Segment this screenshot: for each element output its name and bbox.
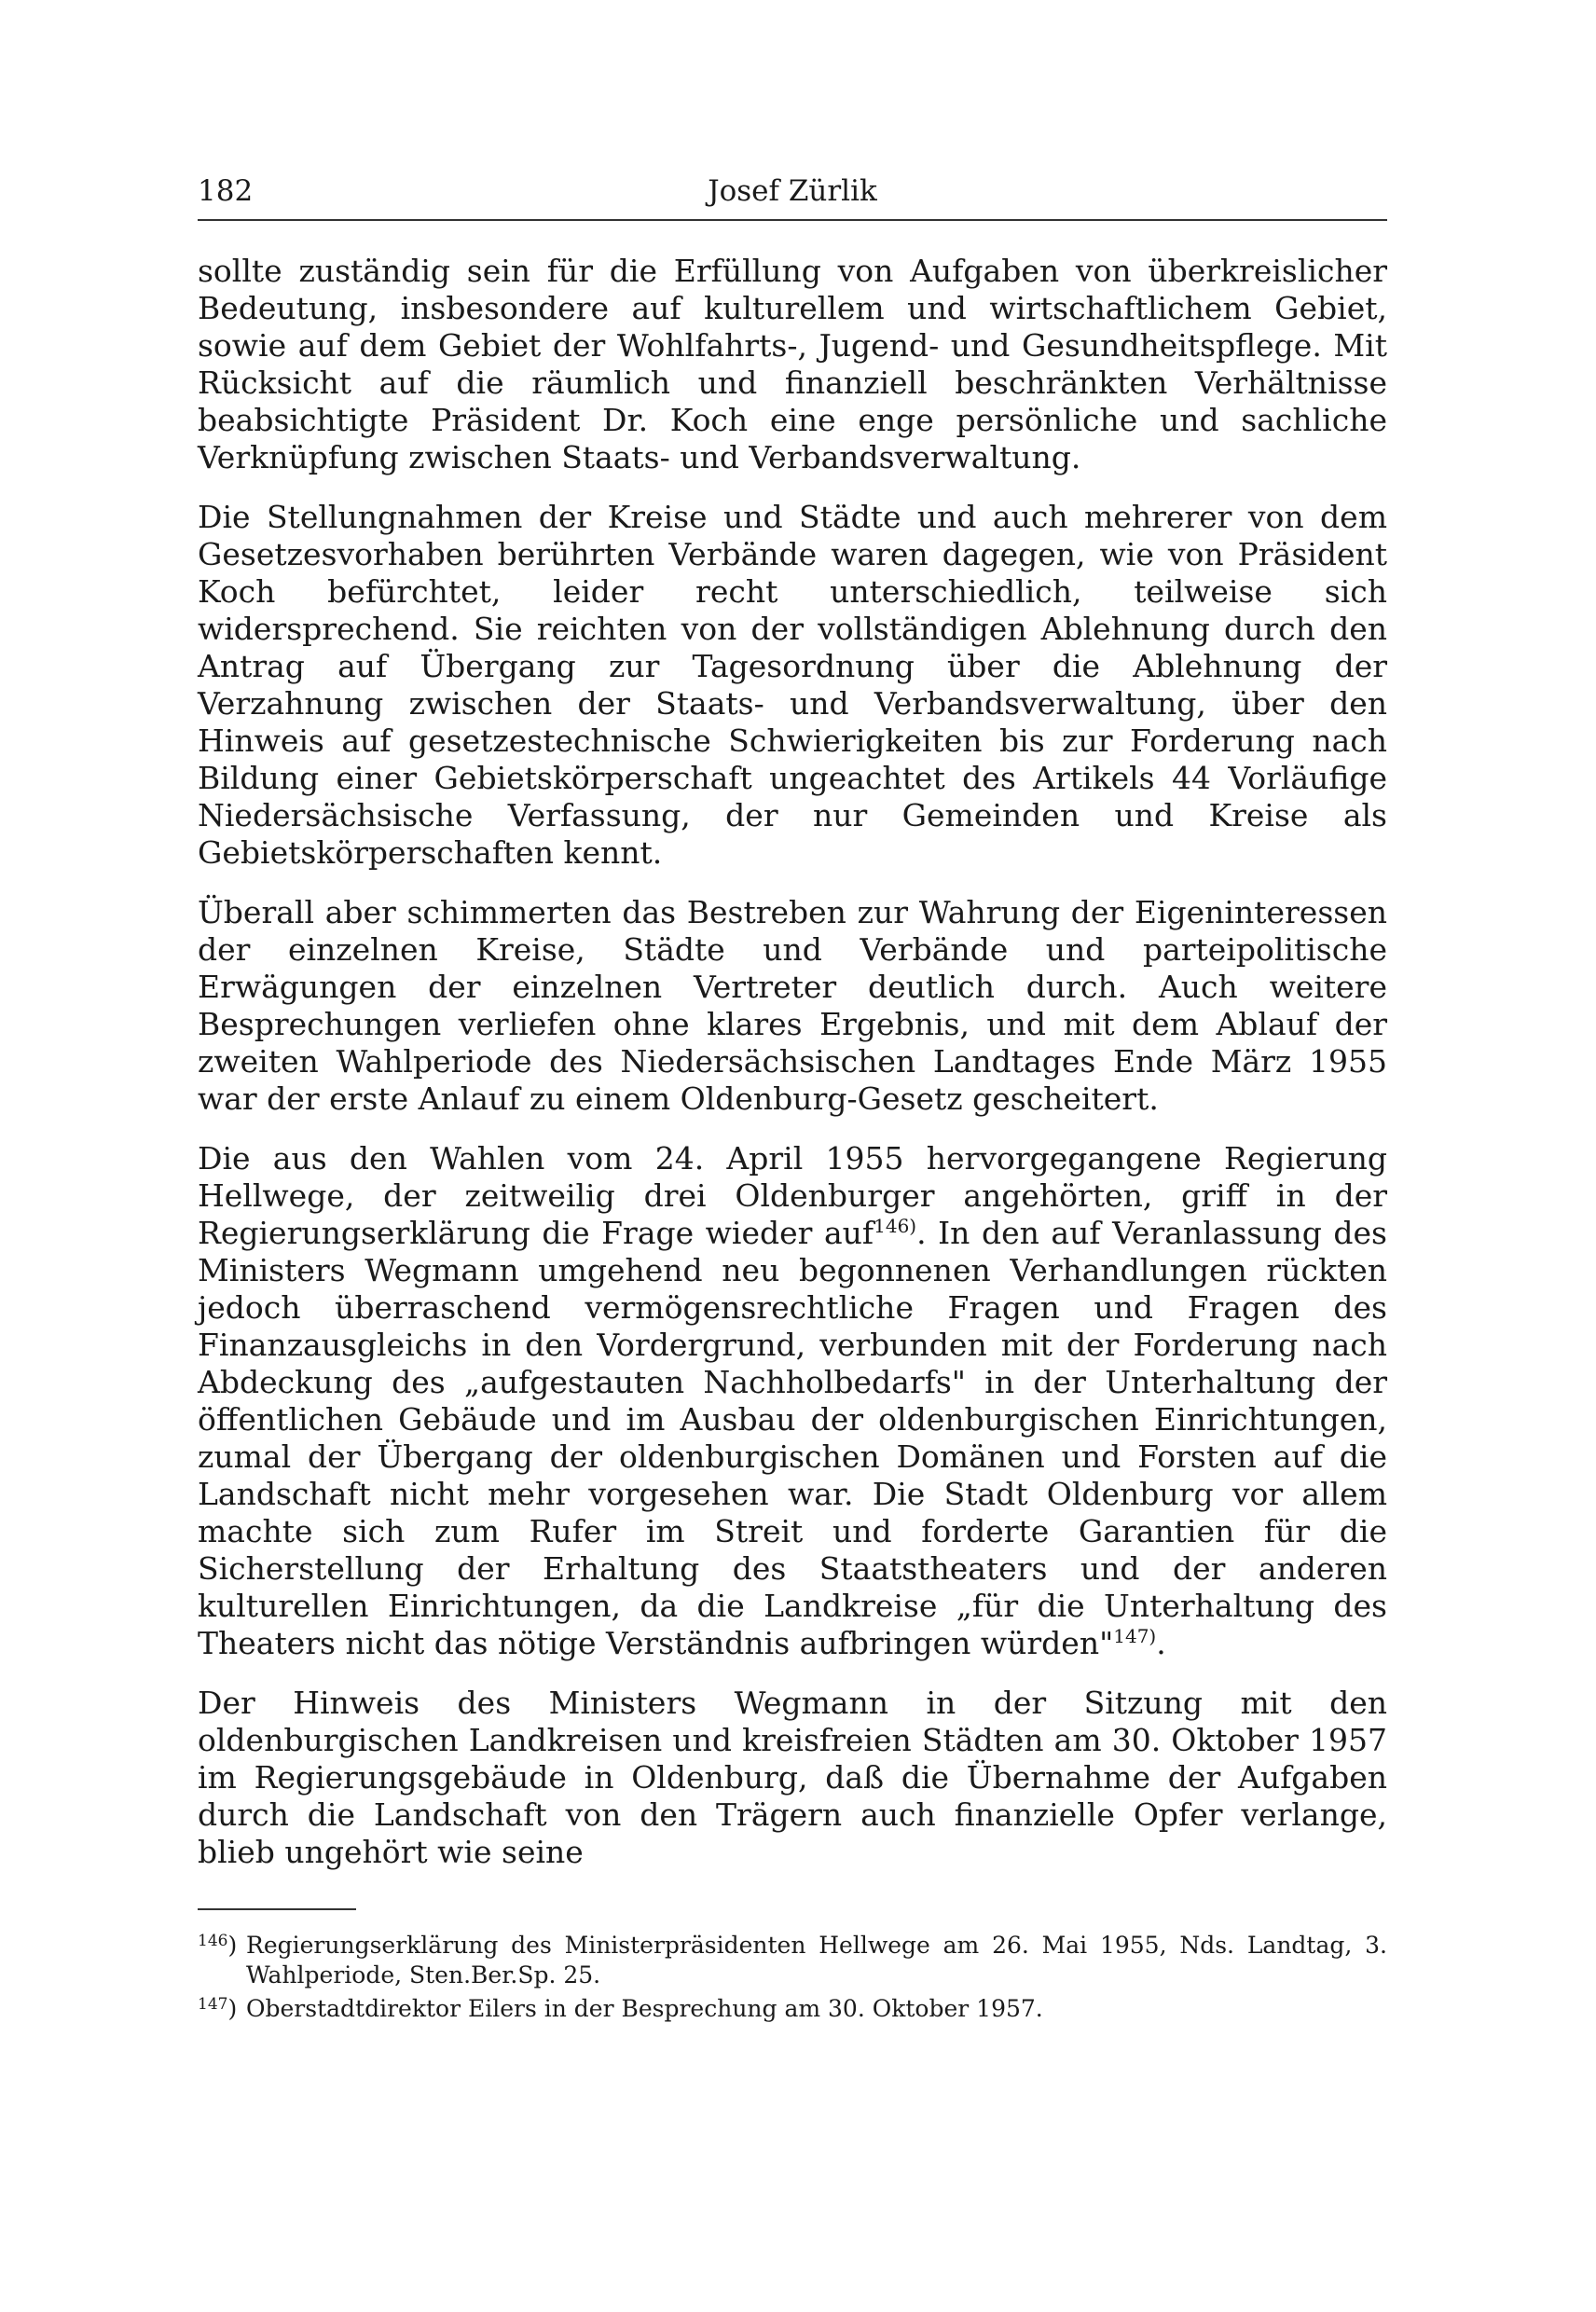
paragraph: sollte zuständig sein für die Erfüllung von Aufgaben von überkreislicher Bedeutung, insbesondere auf kulturellem und wirtschaftlichem Gebiet, sowie auf dem Gebiet der Wohlfahrts-, Jugend- und Gesundheitspflege. Mit Rücksicht auf die räumlich und finanziell beschränkten Verhältnisse beabsichtigte Präsident Dr. Koch eine enge persönliche und sachliche Verknüpfung zwischen Staats- und Verbandsverwaltung. <box>198 253 1387 475</box>
footnote-rule <box>198 1908 356 1910</box>
paragraph: Überall aber schimmerten das Bestreben zur Wahrung der Eigeninteressen der einzelnen Kreise, Städte und Verbände und parteipolitische Erwägungen der einzelnen Vertreter deutlich durch. Auch weitere Besprechungen verliefen ohne klares Ergebnis, und mit dem Ablauf der zweiten Wahlperiode des Niedersächsischen Landtages Ende März 1955 war der erste Anlauf zu einem Oldenburg-Gesetz gescheitert. <box>198 894 1387 1117</box>
paragraph-text: . In den auf Veranlassung des Ministers Wegmann umgehend neu begonnenen Verhandlungen rückten jedoch überraschend vermögensrechtliche Fragen und Fragen des Finanzausgleichs in den Vordergrund, verbunden mit der Forderung nach Abdeckung des „aufgestauten Nachholbedarfs" in der Unterhaltung der öffentlichen Gebäude und im Ausbau der oldenburgischen Einrichtungen, zumal der Übergang der oldenburgischen Domänen und Forsten auf die Landschaft nicht mehr vorgesehen war. Die Stadt Oldenburg vor allem machte sich zum Rufer im Streit und forderte Garantien für die Sicherstellung der Erhaltung des Staatstheaters und der anderen kulturellen Einrichtungen, da die Landkreise „für die Unterhaltung des Theaters nicht das nötige Verständnis aufbringen würden" <box>198 1215 1387 1661</box>
paragraph-text: . <box>1156 1625 1166 1661</box>
paragraph <box>198 1140 1387 1662</box>
page-number: 182 <box>198 174 254 208</box>
body-text <box>198 253 1387 1871</box>
footnote-reference: 147) <box>1113 1625 1157 1647</box>
header-rule <box>198 219 1387 221</box>
footnote <box>198 1994 1387 2024</box>
paragraph: Der Hinweis des Ministers Wegmann in der Sitzung mit den oldenburgischen Landkreisen und kreisfreien Städten am 30. Oktober 1957 im Regierungsgebäude in Oldenburg, daß die Übernahme der Aufgaben durch die Landschaft von den Trägern auch finanzielle Opfer verlange, blieb ungehört wie seine <box>198 1685 1387 1870</box>
footnotes <box>198 1931 1387 2024</box>
paragraph-text: Die aus den Wahlen vom 24. April 1955 hervorgegangene Regierung Hellwege, der zeitweilig drei Oldenburger angehörten, griff in der Regierungserklärung die Frage wieder auf <box>198 1140 1387 1251</box>
footnote-number: $^{147}$) <box>198 1995 238 2022</box>
footnote <box>198 1931 1387 1990</box>
book-page <box>198 163 1387 2028</box>
footnote-number: $^{146}$) <box>198 1932 238 1959</box>
footnote-reference: 146) <box>874 1215 917 1237</box>
footnote-text: Regierungserklärung des Ministerpräsidenten Hellwege am 26. Mai 1955, Nds. Landtag, 3. Wahlperiode, Sten.Ber.Sp. 25. <box>246 1932 1387 1989</box>
paragraph: Die Stellungnahmen der Kreise und Städte und auch mehrerer von dem Gesetzesvorhaben berührten Verbände waren dagegen, wie von Präsident Koch befürchtet, leider recht unterschiedlich, teilweise sich widersprechend. Sie reichten von der vollständigen Ablehnung durch den Antrag auf Übergang zur Tagesordnung über die Ablehnung der Verzahnung zwischen der Staats- und Verbandsverwaltung, über den Hinweis auf gesetzestechnische Schwierigkeiten bis zur Forderung nach Bildung einer Gebietskörperschaft ungeachtet des Artikels 44 Vorläufige Niedersächsische Verfassung, der nur Gemeinden und Kreise als Gebietskörperschaften kennt. <box>198 499 1387 871</box>
footnote-text: Oberstadtdirektor Eilers in der Besprechung am 30. Oktober 1957. <box>246 1995 1043 2022</box>
running-head: Josef Zürlik <box>708 174 877 208</box>
page-header <box>198 163 1387 219</box>
